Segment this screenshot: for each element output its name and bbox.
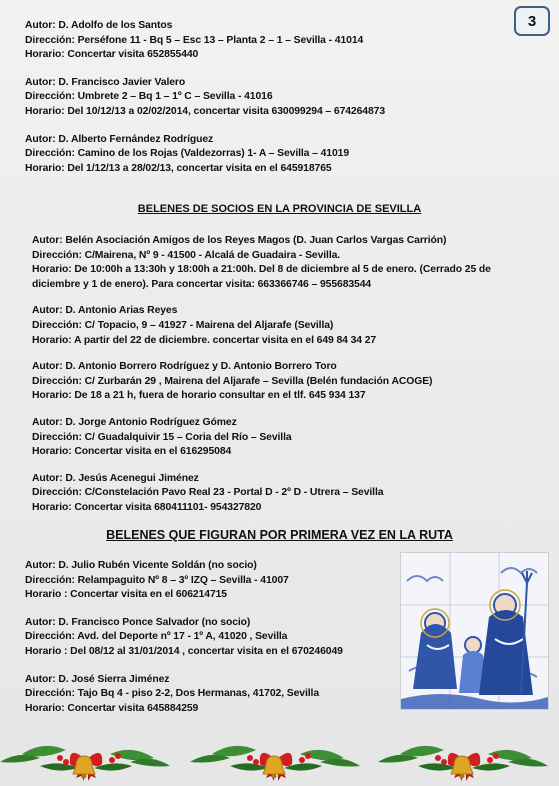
author-line: Autor: D. Alberto Fernández Rodríguez <box>25 133 214 145</box>
address-line: Dirección: C/ Topacio, 9 – 41927 - Mairena del Aljarafe (Sevilla) <box>32 319 334 331</box>
address-line: Dirección: Camino de los Rojas (Valdezorras) 1- A – Sevilla – 41019 <box>25 148 350 160</box>
entry-block <box>25 559 343 603</box>
author-line: Autor: D. Antonio Borrero Rodríguez y D. Antonio Borrero Toro <box>32 361 337 373</box>
author-line: Autor: D. Francisco Ponce Salvador (no socio) <box>25 616 251 628</box>
address-line: Dirección: C/ Guadalquivir 15 – Coria del Río – Sevilla <box>32 431 292 443</box>
author-line: Autor: D. Jesús Acenegui Jiménez <box>32 472 199 484</box>
author-line: Autor: Belén Asociación Amigos de los Reyes Magos (D. Juan Carlos Vargas Carrión) <box>32 235 447 246</box>
entry-block <box>32 234 542 292</box>
address-line: Dirección: Umbrete 2 – Bq 1 – 1º C – Sevilla - 41016 <box>25 91 273 103</box>
entry-block <box>25 673 343 717</box>
section2-entries <box>25 559 343 716</box>
schedule-line: Horario: Concertar visita 652855440 <box>25 49 199 61</box>
schedule-line: Horario: Concertar visita 645884259 <box>25 702 199 714</box>
entry-block <box>25 616 343 660</box>
schedule-line: Horario : Del 08/12 al 31/01/2014 , concertar visita en el 670246049 <box>25 645 343 657</box>
schedule-line: Horario: Del 1/12/13 a 28/02/13, concertar visita en el 645918765 <box>25 162 332 174</box>
address-line: Dirección: Avd. del Deporte nº 17 - 1º A, 41020 , Sevilla <box>25 631 288 643</box>
section-title-primera-vez: BELENES QUE FIGURAN POR PRIMERA VEZ EN LA RUTA <box>106 528 453 542</box>
schedule-line: Horario: Del 10/12/13 a 02/02/2014, concertar visita 630099294 – 674264873 <box>25 105 386 117</box>
entry-block <box>32 304 542 348</box>
schedule-line: Horario: De 10:00h a 13:30h y 18:00h a 21:00h. Del 8 de diciembre al 5 de enero. (Cerrado 25 de diciembre y 1 de enero). Para concertar visita: 663366746 – 955683544 <box>32 264 491 290</box>
address-line: Dirección: C/ Zurbarán 29 , Mairena del Aljarafe – Sevilla (Belén fundación ACOGE) <box>32 375 433 387</box>
author-line: Autor: D. José Sierra Jiménez <box>25 673 170 685</box>
author-line: Autor: D. Julio Rubén Vicente Soldán (no socio) <box>25 560 257 571</box>
address-line: Dirección: Perséfone 11 - Bq 5 – Esc 13 – Planta 2 – 1 – Sevilla - 41014 <box>25 34 364 46</box>
entry-block <box>32 416 542 460</box>
entry-block <box>25 133 385 177</box>
schedule-line: Horario : Concertar visita en el 606214715 <box>25 589 227 601</box>
author-line: Autor: D. Francisco Javier Valero <box>25 76 186 88</box>
entry-block <box>32 472 542 516</box>
schedule-line: Horario: Concertar visita en el 616295084 <box>32 446 232 458</box>
entry-block <box>25 76 385 120</box>
address-line: Dirección: Relampaguito Nº 8 – 3º IZQ – Sevilla - 41007 <box>25 574 289 586</box>
address-line: Dirección: C/Mairena, Nº 9 - 41500 - Alcalá de Guadaira - Sevilla. <box>32 249 341 261</box>
address-line: Dirección: Tajo Bq 4 - piso 2-2, Dos Hermanas, 41702, Sevilla <box>25 688 319 700</box>
entry-block <box>32 360 542 404</box>
page-number-badge: 3 <box>514 6 550 36</box>
nativity-tile-image <box>400 552 549 710</box>
entry-block <box>25 19 385 63</box>
schedule-line: Horario: De 18 a 21 h, fuera de horario consultar en el tlf. 645 934 137 <box>32 390 366 402</box>
address-line: Dirección: C/Constelación Pavo Real 23 - Portal D - 2º D - Utrera – Sevilla <box>32 487 384 499</box>
schedule-line: Horario: A partir del 22 de diciembre. concertar visita en el 649 84 34 27 <box>32 334 377 346</box>
section1-entries <box>32 234 542 516</box>
author-line: Autor: D. Antonio Arias Reyes <box>32 305 178 317</box>
top-entries <box>25 19 385 176</box>
nativity-tile-drawing <box>401 553 548 709</box>
christmas-garland-icon <box>0 736 559 786</box>
section-title-provincia: BELENES DE SOCIOS EN LA PROVINCIA DE SEVILLA <box>137 203 422 215</box>
author-line: Autor: D. Jorge Antonio Rodríguez Gómez <box>32 416 237 428</box>
schedule-line: Horario: Concertar visita 680411101- 954327820 <box>32 501 262 513</box>
author-line: Autor: D. Adolfo de los Santos <box>25 20 173 31</box>
